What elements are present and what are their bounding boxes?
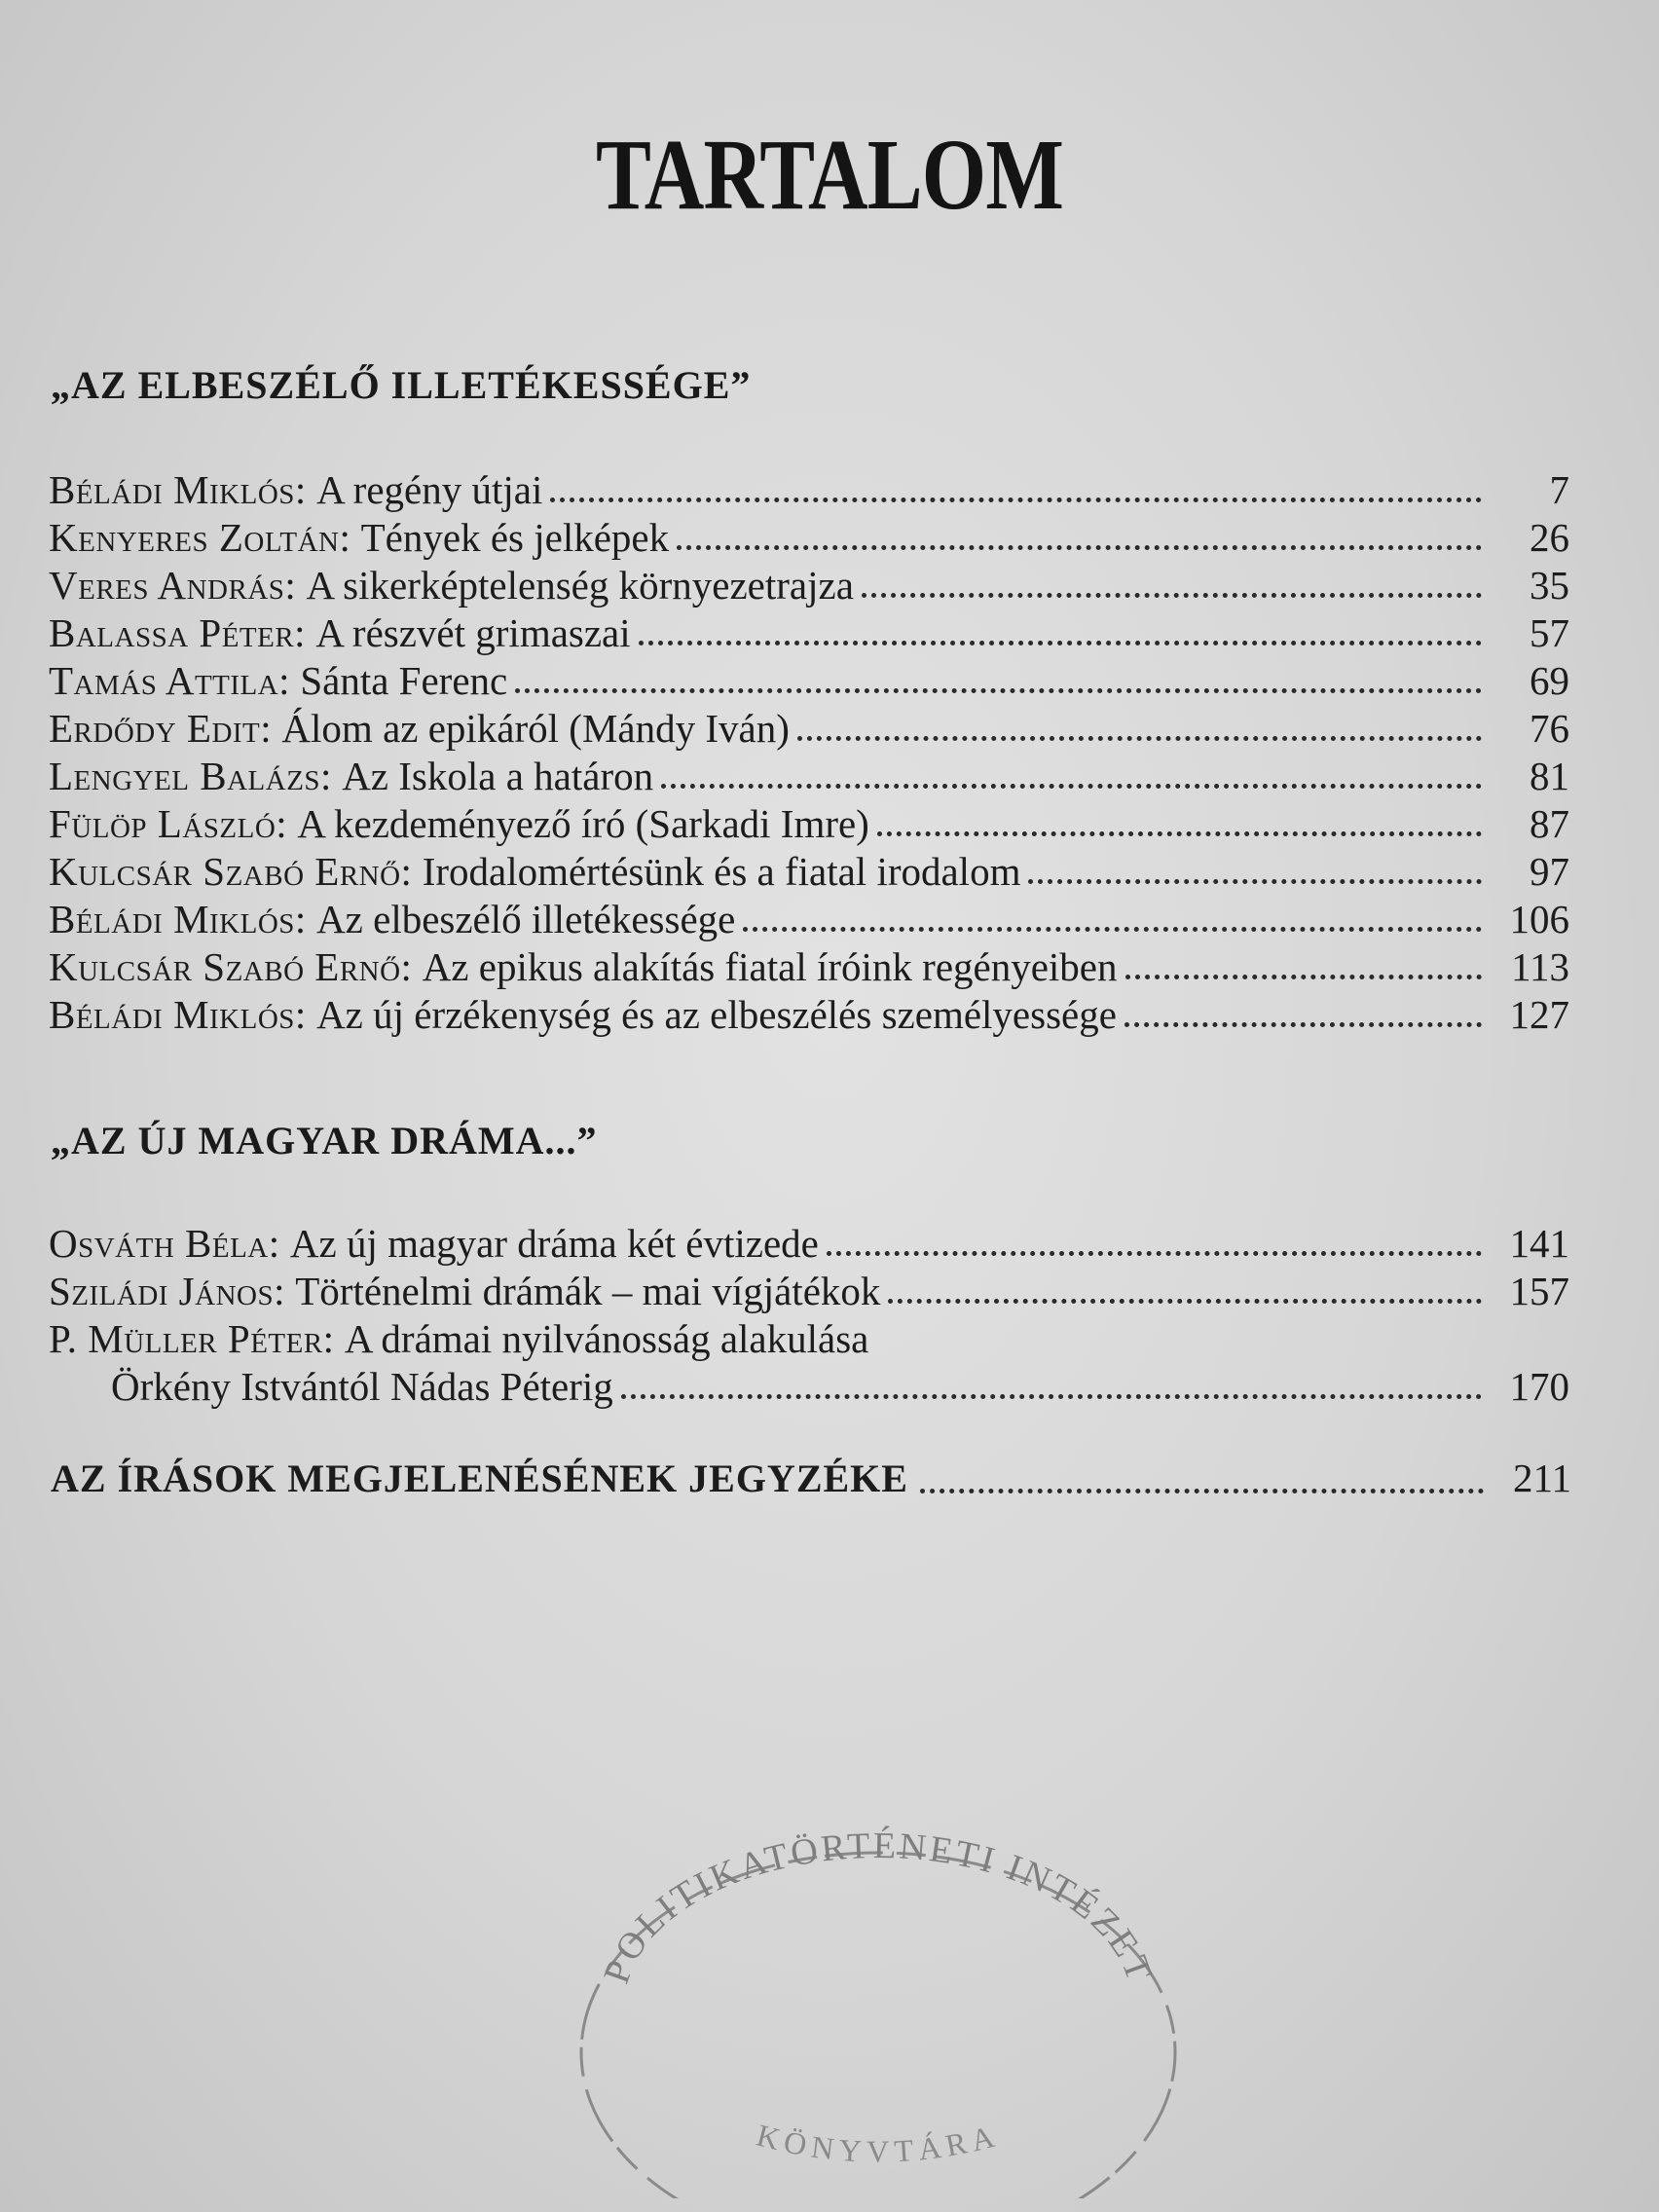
toc-page-number: 87 [1530,801,1569,846]
toc-list-section-1 [49,466,1569,1039]
toc-title: Az Iskola a határon [342,754,654,798]
toc-page-number: 76 [1530,706,1569,751]
section-heading-drama: „AZ ÚJ MAGYAR DRÁMA...” [51,1119,598,1162]
stamp-top-text: POLITIKATÖRTÉNETI INTÉZET [596,1825,1161,1989]
toc-entry [49,1220,1569,1268]
dot-leader [920,1489,1484,1493]
toc-title: Az elbeszélő illetékessége [316,897,736,941]
toc-page-number: 170 [1509,1364,1569,1409]
dot-leader [797,736,1482,741]
toc-entry [49,1315,1569,1363]
toc-page-number: 26 [1530,515,1569,560]
toc-list-section-2 [49,1220,1569,1411]
library-stamp [567,1809,1190,2198]
dot-leader [639,641,1482,645]
toc-entry [49,705,1569,753]
dot-leader [621,1394,1482,1399]
dot-leader [677,545,1482,550]
stamp-bottom-text: KÖNYVTÁRA [753,2117,1004,2169]
toc-author: Béládi Miklós: [49,467,307,512]
dot-leader [515,688,1482,693]
toc-entry [49,466,1569,514]
toc-title: Irodalomértésünk és a fiatal irodalom [422,849,1021,894]
toc-page-number: 97 [1530,849,1569,894]
dot-leader [888,1299,1482,1304]
svg-text:KÖNYVTÁRA [754,2118,1004,2169]
dot-leader [1125,975,1482,979]
toc-entry [49,896,1569,943]
toc-entry [49,800,1569,848]
dot-leader [862,593,1482,598]
toc-title: A részvét grimaszai [315,610,631,655]
toc-title: A sikerképtelenség környezetrajza [306,563,854,608]
toc-author: Veres András: [49,563,297,608]
toc-author: Kenyeres Zoltán: [49,515,351,560]
toc-entry [49,657,1569,705]
toc-entry [49,1268,1569,1315]
toc-title: A drámai nyilvánosság alakulása [344,1316,869,1361]
toc-title: Az epikus alakítás fiatal íróink regényeiben [422,944,1118,989]
toc-author: Béládi Miklós: [49,992,307,1037]
toc-entry [49,562,1569,609]
toc-title: A regény útjai [316,467,543,512]
toc-author: Erdődy Edit: [49,706,273,751]
toc-page-number: 211 [1513,1456,1571,1500]
toc-author: Kulcsár Szabó Ernő: [49,849,413,894]
toc-entry-continuation [49,1363,1569,1411]
toc-author: Osváth Béla: [49,1221,280,1266]
toc-author: Béládi Miklós: [49,897,307,941]
toc-author: Kulcsár Szabó Ernő: [49,944,413,989]
toc-entry [49,609,1569,657]
svg-text:POLITIKATÖRTÉNETI INTÉZET [596,1825,1161,1989]
toc-page-number: 81 [1530,754,1569,798]
toc-page-number: 113 [1511,944,1569,989]
dot-leader [827,1251,1482,1256]
toc-page-number: 106 [1509,897,1569,941]
toc-page-number: 7 [1549,467,1569,512]
dot-leader [550,498,1482,502]
dot-leader [1028,879,1482,884]
toc-final-entry [51,1451,1571,1505]
toc-entry [49,753,1569,800]
toc-page-number: 157 [1509,1269,1569,1313]
toc-author: Lengyel Balázs: [49,754,332,798]
toc-title-continuation: Örkény Istvántól Nádas Péterig [111,1364,613,1409]
toc-author: Tamás Attila: [49,658,291,703]
toc-entry [49,848,1569,896]
toc-title: Álom az epikáról (Mándy Iván) [281,706,790,751]
toc-entry [49,514,1569,562]
toc-author: P. Müller Péter: [49,1316,335,1361]
toc-page-number: 69 [1530,658,1569,703]
dot-leader [661,784,1482,789]
toc-author: Balassa Péter: [49,610,307,655]
toc-entry [49,991,1569,1039]
dot-leader [877,831,1482,836]
section-heading-elbeszelo: „AZ ELBESZÉLŐ ILLETÉKESSÉGE” [51,363,752,407]
toc-page-number: 127 [1509,992,1569,1037]
toc-entry [49,943,1569,991]
toc-final-title: AZ ÍRÁSOK MEGJELENÉSÉNEK JEGYZÉKE [51,1456,908,1500]
toc-title: Tények és jelképek [360,515,670,560]
toc-page-number: 141 [1509,1221,1569,1266]
toc-title: Az új érzékenység és az elbeszélés személyessége [316,992,1117,1037]
toc-title: Az új magyar dráma két évtizede [289,1221,819,1266]
dot-leader [1124,1022,1482,1027]
toc-title: Történelmi drámák – mai vígjátékok [295,1269,881,1313]
toc-author: Sziládi János: [49,1269,285,1313]
toc-author: Fülöp László: [49,801,288,846]
toc-title: A kezdeményező író (Sarkadi Imre) [297,801,869,846]
toc-page-number: 57 [1530,610,1569,655]
toc-page-number: 35 [1530,563,1569,608]
page-title: TARTALOM [595,119,1064,231]
toc-title: Sánta Ferenc [300,658,508,703]
dot-leader [743,927,1482,932]
